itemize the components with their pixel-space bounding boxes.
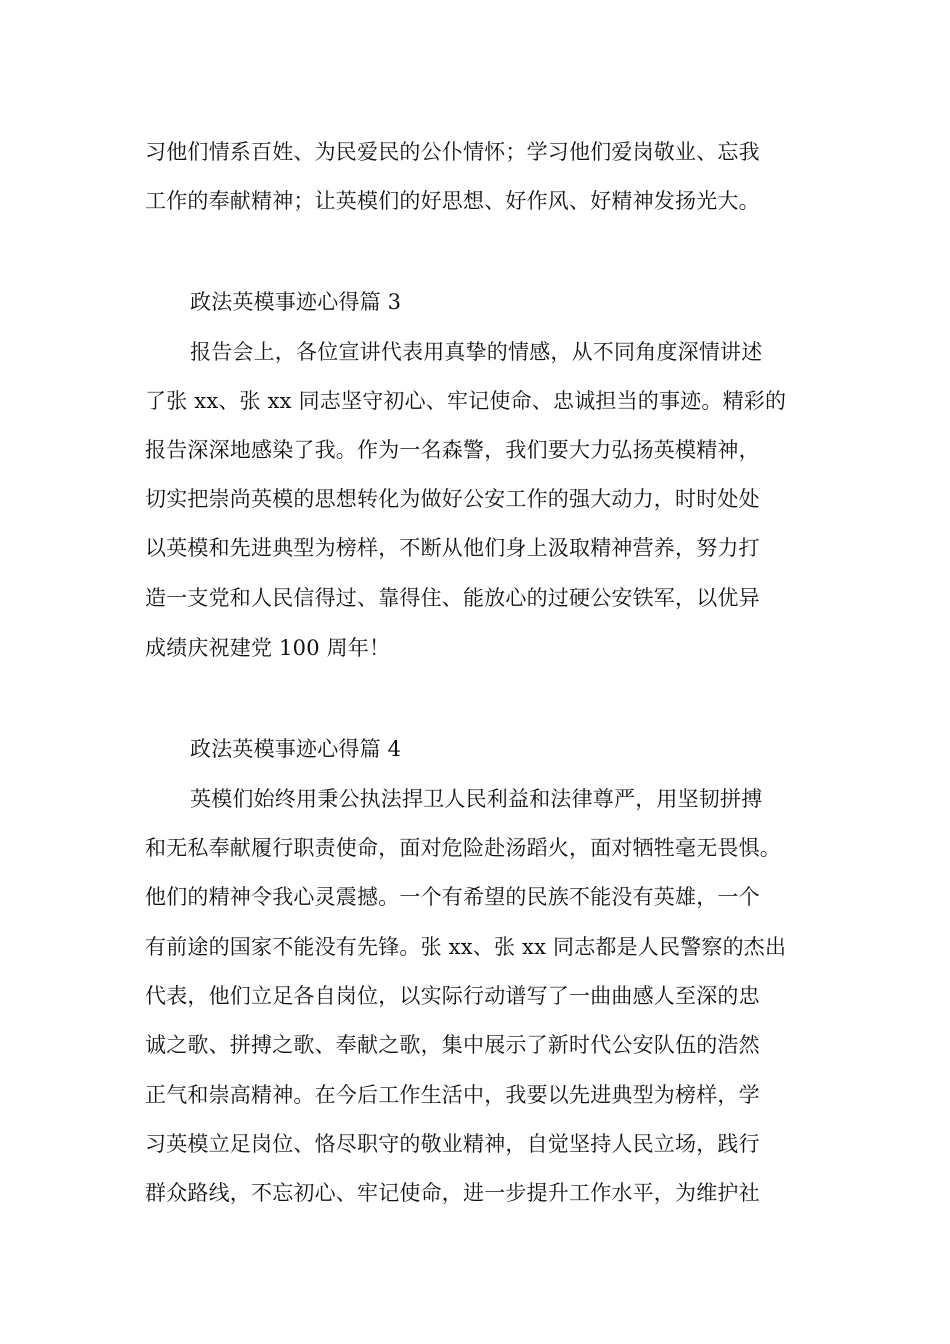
paragraph-line: 和无私奉献履行职责使命，面对危险赴汤蹈火，面对牺牲毫无畏惧。 bbox=[145, 836, 781, 860]
paragraph-line: 报告深深地感染了我。作为一名森警，我们要大力弘扬英模精神， bbox=[145, 438, 760, 462]
paragraph-line: 习他们情系百姓、为民爱民的公仆情怀；学习他们爱岗敬业、忘我 bbox=[145, 140, 760, 164]
paragraph-line: 了张 xx、张 xx 同志坚守初心、牢记使命、忠诚担当的事迹。精彩的 bbox=[145, 389, 787, 413]
paragraph-line: 以英模和先进典型为榜样，不断从他们身上汲取精神营养，努力打 bbox=[145, 536, 760, 560]
paragraph-line: 习英模立足岗位、恪尽职守的敬业精神，自觉坚持人民立场，践行 bbox=[145, 1132, 760, 1156]
paragraph-line: 正气和崇高精神。在今后工作生活中，我要以先进典型为榜样，学 bbox=[145, 1083, 760, 1107]
paragraph-line: 切实把崇尚英模的思想转化为做好公安工作的强大动力，时时处处 bbox=[145, 487, 760, 511]
paragraph-line: 成绩庆祝建党 100 周年！ bbox=[145, 636, 391, 660]
paragraph-line: 英模们始终用秉公执法捍卫人民利益和法律尊严，用坚韧拼搏 bbox=[190, 787, 763, 811]
paragraph-line: 诚之歌、拼搏之歌、奉献之歌，集中展示了新时代公安队伍的浩然 bbox=[145, 1033, 760, 1057]
paragraph-line: 工作的奉献精神；让英模们的好思想、好作风、好精神发扬光大。 bbox=[145, 189, 760, 213]
paragraph-line: 他们的精神令我心灵震撼。一个有希望的民族不能没有英雄，一个 bbox=[145, 885, 760, 909]
paragraph-line: 有前途的国家不能没有先锋。张 xx、张 xx 同志都是人民警察的杰出 bbox=[145, 935, 787, 959]
paragraph-line: 报告会上，各位宣讲代表用真挚的情感，从不同角度深情讲述 bbox=[190, 340, 763, 364]
section-heading: 政法英模事迹心得篇 3 bbox=[190, 290, 402, 314]
paragraph-line: 代表，他们立足各自岗位，以实际行动谱写了一曲曲感人至深的忠 bbox=[145, 984, 760, 1008]
paragraph-line: 群众路线，不忘初心、牢记使命，进一步提升工作水平，为维护社 bbox=[145, 1181, 760, 1205]
paragraph-line: 造一支党和人民信得过、靠得住、能放心的过硬公安铁军，以优异 bbox=[145, 586, 760, 610]
section-heading: 政法英模事迹心得篇 4 bbox=[190, 737, 402, 761]
